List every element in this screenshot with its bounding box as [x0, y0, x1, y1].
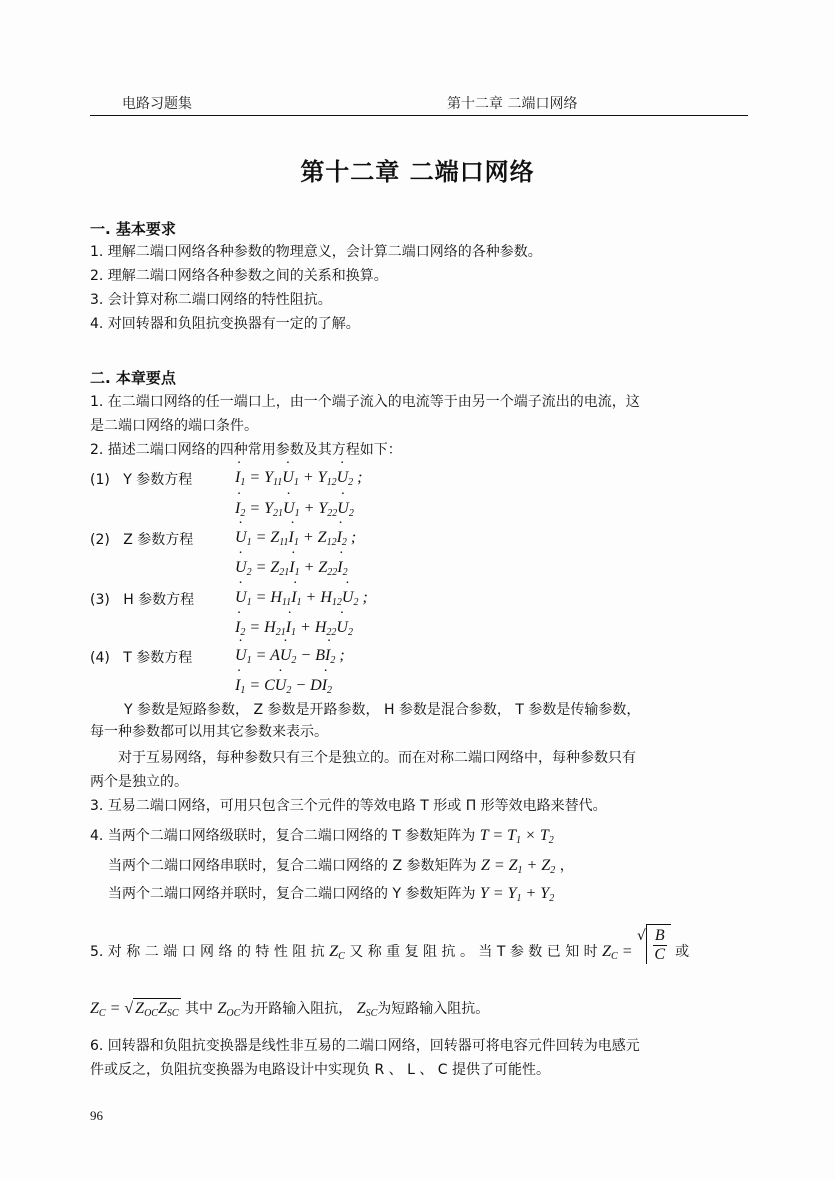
paragraph: 每一种参数都可以用其它参数来表示。: [90, 724, 328, 740]
paragraph: Y 参数是短路参数， Z 参数是开路参数， H 参数是混合参数， T 参数是传输参数，: [124, 702, 641, 718]
equation-z1: U $˙_1 = Z_{11}I$ $˙_1 + Z_{12}I$ $˙_2$ ;: [235, 528, 356, 553]
requirement-item: 4. 对回转器和负阻抗变换器有一定的了解。: [90, 316, 360, 332]
paragraph-series: 当两个二端口网络串联时，复合二端口网络的 Z 参数矩阵为 $Z = Z_1 + Z_2$ ，: [108, 857, 574, 876]
paragraph: 对于互易网络，每种参数只有三个是独立的。而在对称二端口网络中，每种参数只有: [118, 750, 636, 766]
equation-y1: I $˙_1 = Y_{11}U$ $˙_1 + Y_{12}U$ $˙_2$ ;: [235, 468, 362, 493]
paragraph: 3. 互易二端口网络，可用只包含三个元件的等效电路 T 形或 Π 形等效电路来替代。: [90, 798, 607, 814]
requirement-item: 1. 理解二端口网络各种参数的物理意义，会计算二端口网络的各种参数。: [90, 244, 542, 260]
paragraph-impedance-2: $Z_C$ = √ $Z_{OC}Z_{SC}$ 其中 $Z_{OC}$为开路输入阻抗， $Z_{SC}$为短路输入阻抗。: [90, 998, 489, 1024]
equation-label-4: (4) T 参数方程: [90, 650, 193, 666]
section-heading-requirements: 一. 基本要求: [90, 220, 176, 238]
header-rule: [90, 115, 748, 116]
equation-h2: I $˙_2 = H_{21}I$ $˙_1 + H_{22}U$ $˙_2$: [235, 618, 353, 643]
paragraph-impedance: 5. 对 称 二 端 口 网 络 的 特 性 阻 抗 $Z_C$ 又 称 重 复 阻 抗 。 当 T 参 数 已 知 时 $Z_C$ = √ $\frac{B}{C}$ 或: [90, 932, 689, 972]
requirement-item: 2. 理解二端口网络各种参数之间的关系和换算。: [90, 268, 388, 284]
equation-label-2: (2) Z 参数方程: [90, 532, 194, 548]
paragraph: 1. 在二端口网络的任一端口上，由一个端子流入的电流等于由另一个端子流出的电流，这: [90, 394, 640, 410]
paragraph: 件或反之，负阻抗变换器为电路设计中实现负 R 、 L 、 C 提供了可能性。: [90, 1062, 551, 1078]
header-chapter-title: 第十二章 二端口网络: [447, 96, 578, 112]
paragraph: 2. 描述二端口网络的四种常用参数及其方程如下：: [90, 442, 402, 458]
equation-t2: I $˙_1$ = CU $˙_2$ − DI $˙_2$: [235, 676, 332, 701]
paragraph: 6. 回转器和负阻抗变换器是线性非互易的二端口网络，回转器可将电容元件回转为电感元: [90, 1038, 640, 1054]
equation-t1: U $˙_1$ = AU $˙_2$ − BI $˙_2$ ;: [235, 646, 345, 671]
paragraph-parallel: 当两个二端口网络并联时，复合二端口网络的 Y 参数矩阵为 $Y = Y_1 + Y_2$: [108, 885, 555, 904]
page-number: 96: [90, 1108, 103, 1123]
equation-z2: U $˙_2 = Z_{21}I$ $˙_1 + Z_{22}I$ $˙_2$: [235, 558, 348, 583]
equation-label-1: (1) Y 参数方程: [90, 472, 193, 488]
equation-y2: I $˙_2 = Y_{21}U$ $˙_1 + Y_{22}U$ $˙_2$: [235, 499, 354, 524]
requirement-item: 3. 会计算对称二端口网络的特性阻抗。: [90, 292, 332, 308]
paragraph: 两个是独立的。: [90, 774, 188, 790]
running-header: [90, 93, 748, 115]
paragraph-cascade: 4. 当两个二端口网络级联时，复合二端口网络的 T 参数矩阵为 $T = T_1 \times T_2$: [90, 827, 554, 846]
equation-label-3: (3) H 参数方程: [90, 592, 195, 608]
sqrt-b-over-c: √ $\frac{B}{C}$: [637, 924, 671, 964]
chapter-title: 第十二章 二端口网络: [300, 158, 535, 186]
section-heading-keypoints: 二. 本章要点: [90, 369, 176, 387]
paragraph: 是二端口网络的端口条件。: [90, 418, 258, 434]
header-book-title: 电路习题集: [122, 96, 192, 112]
equation-h1: U $˙_1 = H_{11}I$ $˙_1 + H_{12}U$ $˙_2$ ;: [235, 588, 368, 613]
